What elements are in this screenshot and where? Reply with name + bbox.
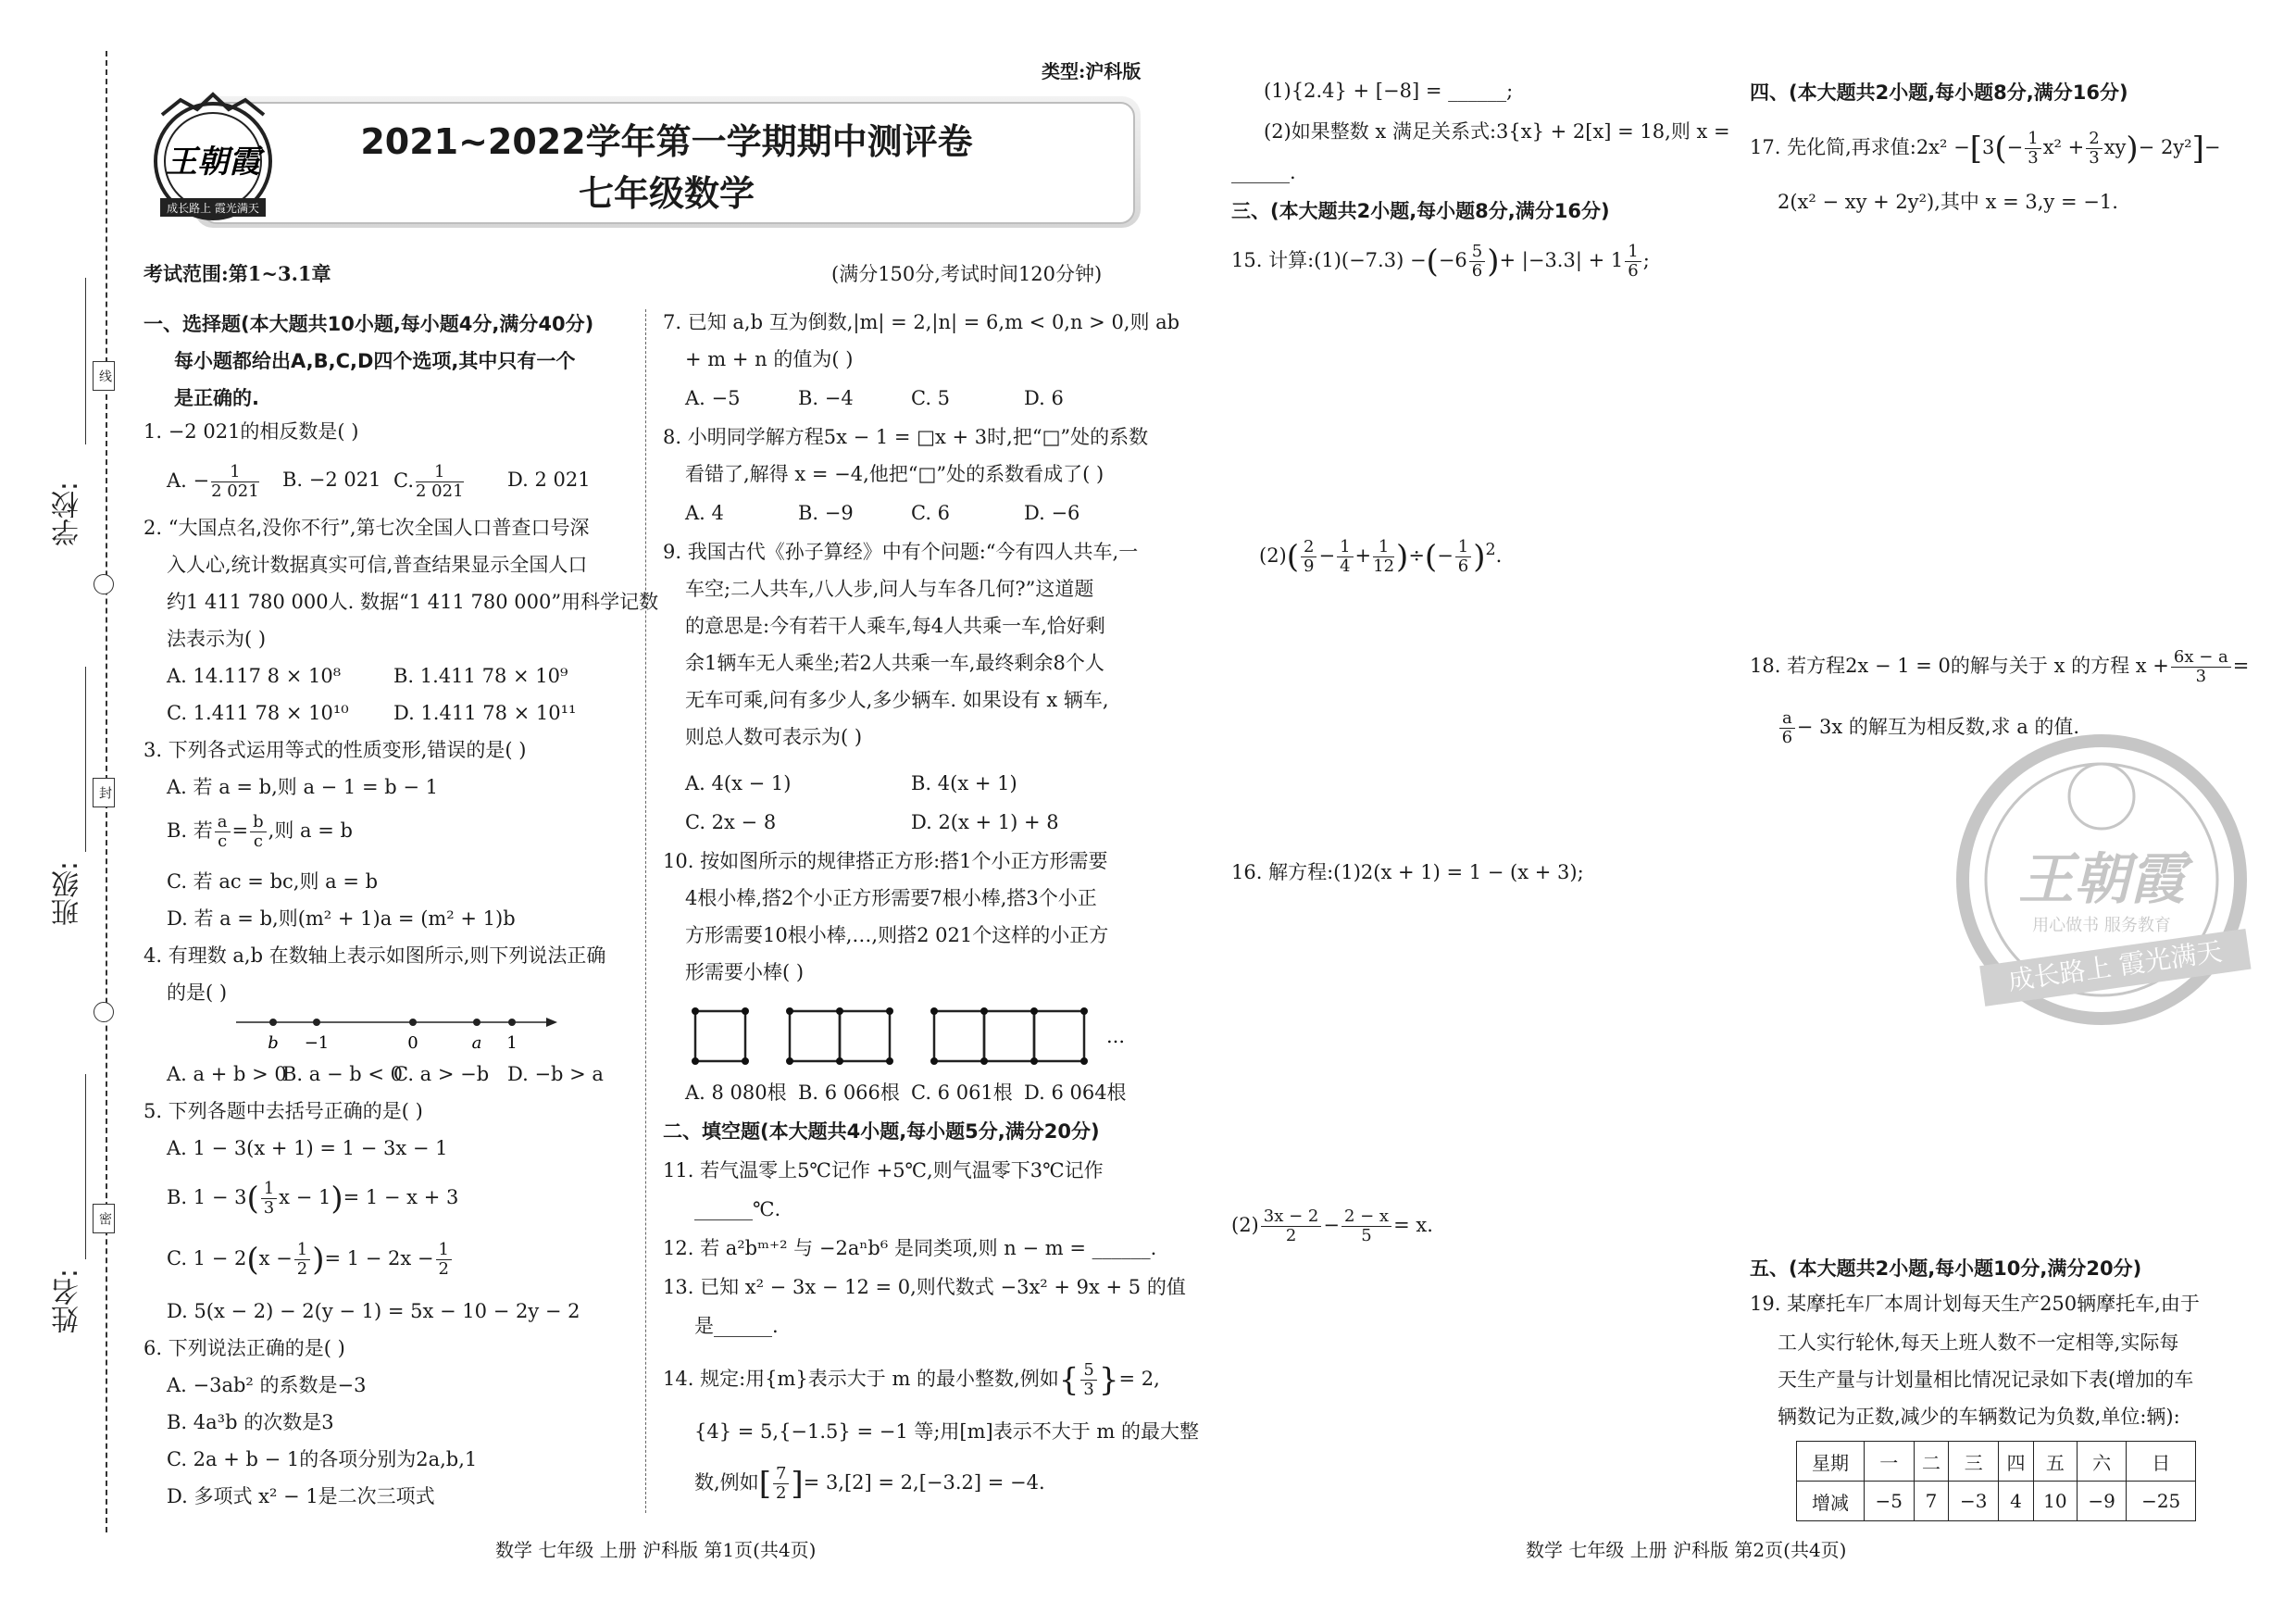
q4-stem: 4. 有理数 a,b 在数轴上表示如图所示,则下列说法正确 (144, 944, 606, 967)
page-title: 2021~2022学年第一学期期中测评卷 (360, 121, 973, 162)
q4-stem: 的是( ) (167, 982, 228, 1004)
table-cell: −9 (2077, 1482, 2127, 1521)
q8-option-b: B. −9 (798, 502, 854, 524)
q2-stem: 约1 411 780 000人. 数据“1 411 780 000”用科学记数 (167, 591, 659, 613)
table-cell: 7 (1914, 1482, 1949, 1521)
svg-text:成长路上 霞光满天: 成长路上 霞光满天 (2006, 935, 2225, 996)
section4-title: 四、(本大题共2小题,每小题8分,满分16分) (1750, 81, 2128, 104)
q3-option-d: D. 若 a = b,则(m² + 1)a = (m² + 1)b (167, 907, 516, 930)
table-cell: 四 (1999, 1442, 2034, 1482)
q15-part1: 15. 计算:(1)(−7.3) −(−6 $\frac{5}{6}$ )+ |−3.3| + 1 $\frac{1}{6}$ ; (1231, 242, 1650, 281)
q11-answer-blank[interactable]: ______℃. (694, 1198, 781, 1220)
q17-stem: 17. 先化简,再求值:2x² −[3(− $\frac{1}{3}$ x² + $\frac{2}{3}$ xy)− 2y²]− (1750, 129, 2221, 168)
q9-option-b: B. 4(x + 1) (911, 772, 1017, 794)
section1-desc: 是正确的. (174, 387, 259, 409)
svg-text:…: … (1106, 1025, 1125, 1047)
q9-option-d: D. 2(x + 1) + 8 (911, 811, 1059, 833)
q10-option-b: B. 6 066根 (798, 1082, 900, 1104)
q10-stem: 4根小棒,搭2个小正方形需要7根小棒,搭3个小正 (685, 887, 1097, 909)
q1-option-b: B. −2 021 (282, 469, 381, 491)
table-cell: −25 (2127, 1482, 2196, 1521)
page-footer-left: 数学 七年级 上册 沪科版 第1页(共4页) (495, 1539, 817, 1561)
q12-stem: 12. 若 a²bᵐ⁺² 与 −2aⁿb⁶ 是同类项,则 n − m = ______. (663, 1237, 1157, 1259)
q14-sub1: (1){2.4} + [−8] = ______; (1264, 80, 1514, 102)
table-row (1797, 1442, 2196, 1482)
q5-stem: 5. 下列各题中去括号正确的是( ) (144, 1100, 423, 1122)
table-cell: 10 (2033, 1482, 2077, 1521)
q16-part2: (2) $\frac{3x - 2}{2}$ − $\frac{2 - x}{5}$ = x. (1231, 1207, 1433, 1245)
q10-option-c: C. 6 061根 (911, 1082, 1013, 1104)
table-cell: 日 (2127, 1442, 2196, 1482)
type-label: 类型:沪科版 (1042, 60, 1142, 82)
column-divider (645, 309, 646, 1513)
q4-option-b: B. a − b < 0 (282, 1063, 403, 1085)
svg-text:王朝霞: 王朝霞 (166, 144, 260, 181)
q7-stem: 7. 已知 a,b 互为倒数,|m| = 2,|n| = 6,m < 0,n > 0,则 ab (663, 311, 1180, 333)
section1-desc: 每小题都给出A,B,C,D四个选项,其中只有一个 (174, 350, 576, 372)
q10-option-a: A. 8 080根 (685, 1082, 787, 1104)
binding-circle (94, 1002, 114, 1022)
exam-info: (满分150分,考试时间120分钟) (831, 263, 1103, 285)
binding-mark-xian: 线 (93, 361, 115, 391)
table-cell: 五 (2033, 1442, 2077, 1482)
q5-option-a: A. 1 − 3(x + 1) = 1 − 3x − 1 (167, 1137, 448, 1159)
name-blank-line (85, 1074, 86, 1259)
section2-title: 二、填空题(本大题共4小题,每小题5分,满分20分) (663, 1120, 1100, 1143)
q7-option-b: B. −4 (798, 387, 854, 409)
q3-option-b: B. 若 $\frac{a}{c}$ = $\frac{b}{c}$ ,则 a = b (167, 812, 353, 851)
q3-option-a: A. 若 a = b,则 a − 1 = b − 1 (167, 776, 438, 798)
q5-option-b: B. 1 − 3( $\frac{1}{3}$ x − 1)= 1 − x + 3 (167, 1179, 459, 1218)
q4-number-line (231, 1009, 565, 1056)
svg-text:−1: −1 (304, 1033, 330, 1053)
q10-option-d: D. 6 064根 (1024, 1082, 1127, 1104)
section3-title: 三、(本大题共2小题,每小题8分,满分16分) (1231, 200, 1610, 222)
q1-option-a: A. − $\frac{1}{2 021}$ (167, 462, 259, 501)
q2-option-a: A. 14.117 8 × 10⁸ (167, 665, 342, 687)
q9-option-a: A. 4(x − 1) (685, 772, 792, 794)
table-cell: −5 (1865, 1482, 1915, 1521)
q6-option-d: D. 多项式 x² − 1是二次三项式 (167, 1485, 435, 1507)
section1-title: 一、选择题(本大题共10小题,每小题4分,满分40分) (144, 313, 594, 335)
school-label: 学校: (52, 481, 84, 547)
q7-option-d: D. 6 (1024, 387, 1064, 409)
q14-answer-blank[interactable]: ______. (1231, 161, 1296, 183)
binding-mark-mi: 密 (93, 1204, 115, 1233)
q19-stem: 19. 某摩托车厂本周计划每天生产250辆摩托车,由于 (1750, 1293, 2200, 1315)
binding-circle (94, 574, 114, 594)
q6-option-a: A. −3ab² 的系数是−3 (167, 1374, 367, 1396)
svg-text:b: b (268, 1033, 279, 1053)
table-cell: 六 (2077, 1442, 2127, 1482)
q8-stem: 看错了,解得 x = −4,他把“□”处的系数看成了( ) (685, 463, 1104, 485)
class-blank-line (85, 667, 86, 852)
q3-stem: 3. 下列各式运用等式的性质变形,错误的是( ) (144, 739, 527, 761)
q3-option-c: C. 若 ac = bc,则 a = b (167, 870, 379, 893)
q9-stem: 余1辆车无人乘坐;若2人共乘一车,最终剩余8个人 (685, 652, 1104, 674)
q19-stem: 天生产量与计划量相比情况记录如下表(增加的车 (1778, 1369, 2194, 1391)
q17-stem: 2(x² − xy + 2y²),其中 x = 3,y = −1. (1778, 191, 2118, 213)
q4-option-c: C. a > −b (393, 1063, 490, 1085)
q18-stem: 18. 若方程2x − 1 = 0的解与关于 x 的方程 x + $\frac{6x - a}{3}$ = (1750, 647, 2250, 686)
q6-option-b: B. 4a³b 的次数是3 (167, 1411, 334, 1433)
school-blank-line (85, 278, 86, 444)
publisher-watermark (1944, 722, 2259, 1037)
q13-stem: 13. 已知 x² − 3x − 12 = 0,则代数式 −3x² + 9x + 5 的值 (663, 1276, 1186, 1298)
q7-stem: + m + n 的值为( ) (685, 348, 854, 370)
q6-option-c: C. 2a + b − 1的各项分别为2a,b,1 (167, 1448, 478, 1470)
q4-option-d: D. −b > a (507, 1063, 604, 1085)
q14-stem: 数,例如[ $\frac{7}{2}$ ]= 3,[2] = 2,[−3.2] = −4. (694, 1464, 1045, 1503)
q8-option-c: C. 6 (911, 502, 951, 524)
publisher-logo (144, 89, 282, 228)
binding-mark-feng: 封 (93, 778, 115, 807)
q9-stem: 车空;二人共车,八人步,问人与车各几何?”这道题 (685, 578, 1094, 600)
q8-option-a: A. 4 (685, 502, 724, 524)
q10-stem: 10. 按如图所示的规律搭正方形:搭1个小正方形需要 (663, 850, 1108, 872)
q9-stem: 9. 我国古代《孙子算经》中有个问题:“今有四人共车,一 (663, 541, 1139, 563)
q2-stem: 入人心,统计数据真实可信,普查结果显示全国人口 (167, 554, 588, 576)
table-cell: 星期 (1797, 1442, 1865, 1482)
q8-stem: 8. 小明同学解方程5x − 1 = □x + 3时,把“□”处的系数 (663, 426, 1149, 448)
q7-option-a: A. −5 (685, 387, 741, 409)
table-cell: 一 (1865, 1442, 1915, 1482)
q2-option-b: B. 1.411 78 × 10⁹ (393, 665, 568, 687)
q13-answer-blank[interactable]: 是______. (694, 1315, 779, 1337)
q2-stem: 2. “大国点名,没你不行”,第七次全国人口普查口号深 (144, 517, 590, 539)
q2-option-d: D. 1.411 78 × 10¹¹ (393, 702, 577, 724)
svg-text:0: 0 (407, 1033, 418, 1053)
table-cell: 4 (1999, 1482, 2034, 1521)
q19-stem: 辆数记为正数,减少的车辆数记为负数,单位:辆): (1778, 1406, 2180, 1428)
q11-stem: 11. 若气温零上5℃记作 +5℃,则气温零下3℃记作 (663, 1159, 1104, 1182)
svg-text:王朝霞: 王朝霞 (2018, 847, 2185, 912)
q9-option-c: C. 2x − 8 (685, 811, 777, 833)
q10-stem: 方形需要10根小棒,…,则搭2 021个这样的小正方 (685, 924, 1109, 946)
svg-text:成长路上 霞光满天: 成长路上 霞光满天 (167, 202, 259, 215)
q5-option-c: C. 1 − 2(x − $\frac{1}{2}$ )= 1 − 2x − $\frac{1}{2}$ (167, 1241, 454, 1279)
svg-text:1: 1 (506, 1033, 518, 1053)
q2-option-c: C. 1.411 78 × 10¹⁰ (167, 702, 349, 724)
q4-option-a: A. a + b > 0 (167, 1063, 287, 1085)
q10-squares-figure (690, 1006, 1134, 1076)
name-label: 姓名: (52, 1269, 84, 1334)
page-subtitle: 七年级数学 (578, 173, 755, 214)
table-cell: 三 (1949, 1442, 1999, 1482)
page-footer-right: 数学 七年级 上册 沪科版 第2页(共4页) (1526, 1539, 1847, 1561)
q14-stem: 14. 规定:用{m}表示大于 m 的最小整数,例如{ $\frac{5}{3}$ }= 2, (663, 1360, 1160, 1399)
q19-stem: 工人实行轮休,每天上班人数不一定相等,实际每 (1778, 1332, 2179, 1354)
q18-stem: $\frac{a}{6}$ − 3x 的解互为相反数,求 a 的值. (1778, 709, 2079, 747)
svg-text:a: a (471, 1033, 482, 1053)
q10-stem: 形需要小棒( ) (685, 961, 805, 983)
q1-option-d: D. 2 021 (507, 469, 591, 491)
q14-sub2: (2)如果整数 x 满足关系式:3{x} + 2[x] = 18,则 x = (1264, 120, 1730, 143)
q1-stem: 1. −2 021的相反数是( ) (144, 420, 359, 443)
q6-stem: 6. 下列说法正确的是( ) (144, 1337, 345, 1359)
exam-scope: 考试范围:第1~3.1章 (144, 262, 331, 285)
q8-option-d: D. −6 (1024, 502, 1080, 524)
class-label: 班级: (52, 861, 84, 927)
q9-stem: 的意思是:今有若干人乘车,每4人共乘一车,恰好剩 (685, 615, 1105, 637)
q19-table (1796, 1441, 2196, 1521)
q9-stem: 无车可乘,问有多少人,多少辆车. 如果设有 x 辆车, (685, 689, 1109, 711)
q7-option-c: C. 5 (911, 387, 951, 409)
q1-option-c: C. $\frac{1}{2 021}$ (393, 462, 464, 501)
table-cell: 增减 (1797, 1482, 1865, 1521)
q15-part2: (2)( $\frac{2}{9}$ − $\frac{1}{4}$ + $\frac{1}{12}$ )÷(− $\frac{1}{6}$ )$^2$. (1259, 537, 1503, 576)
svg-text:用心做书 服务教育: 用心做书 服务教育 (2032, 916, 2171, 935)
q9-stem: 则总人数可表示为( ) (685, 726, 863, 748)
section5-title: 五、(本大题共2小题,每小题10分,满分20分) (1750, 1257, 2142, 1280)
q5-option-d: D. 5(x − 2) − 2(y − 1) = 5x − 10 − 2y − 2 (167, 1300, 580, 1322)
q16-part1: 16. 解方程:(1)2(x + 1) = 1 − (x + 3); (1231, 861, 1584, 883)
table-cell: −3 (1949, 1482, 1999, 1521)
q14-stem: {4} = 5,{−1.5} = −1 等;用[m]表示不大于 m 的最大整 (694, 1420, 1199, 1443)
table-row (1797, 1482, 2196, 1521)
table-cell: 二 (1914, 1442, 1949, 1482)
q2-stem: 法表示为( ) (167, 628, 267, 650)
